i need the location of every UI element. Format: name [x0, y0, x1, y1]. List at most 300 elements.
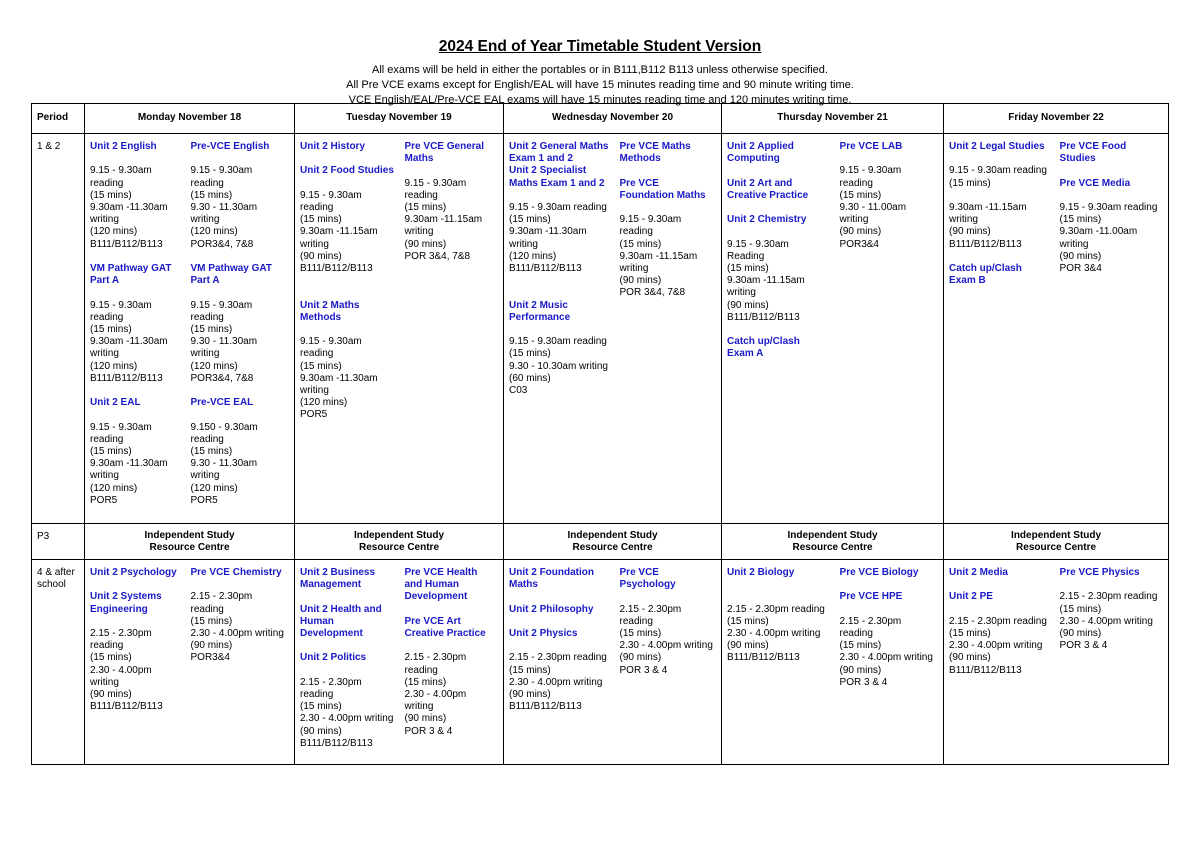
exam-cell — [835, 134, 944, 524]
exam-detail: 9.30am -11.30am — [300, 372, 378, 384]
exam-detail: 2.30 - 4.00pm writing — [300, 713, 394, 725]
exam-cell — [504, 134, 615, 524]
spacer — [509, 275, 612, 287]
exam-detail: (15 mins) — [727, 615, 769, 627]
subject-name: Unit 2 History — [300, 141, 366, 152]
exam-cell — [944, 560, 1055, 765]
study-cell — [295, 524, 504, 560]
exam-detail: (90 mins) — [300, 250, 342, 262]
spacer — [300, 324, 397, 336]
day-header: Wednesday November 20 — [504, 104, 722, 134]
subject-name: Unit 2 Legal Studies — [949, 141, 1045, 152]
exam-detail: 2.30 - 4.00pm writing — [949, 640, 1043, 652]
subject-name: Foundation Maths — [619, 189, 706, 201]
exam-detail: 9.30 - 10.30am writing — [509, 360, 608, 372]
subject-name: Computing — [727, 153, 780, 165]
spacer — [191, 287, 292, 299]
exam-detail: reading — [190, 603, 224, 615]
subject-name: VM Pathway GAT — [190, 263, 272, 274]
exam-detail: (15 mins) — [404, 202, 447, 213]
study-label: Independent Study — [787, 530, 878, 541]
exam-detail: (15 mins) — [509, 664, 551, 676]
exam-detail: POR3&4, 7&8 — [190, 372, 254, 384]
exam-detail: 9.30am -11.30am — [90, 202, 168, 213]
exam-detail: 2.15 - 2.30pm — [839, 615, 902, 627]
exam-detail: (90 mins) — [404, 713, 447, 725]
exam-detail: reading — [619, 226, 653, 238]
exam-detail: B111/B112/B113 — [949, 664, 1022, 676]
subject-name: Maths — [404, 153, 434, 165]
exam-detail: 9.15 - 9.30am — [90, 299, 152, 311]
subject-name: Pre VCE General — [404, 141, 484, 152]
exam-detail: writing — [404, 226, 434, 238]
exam-detail: reading — [300, 348, 334, 360]
subject-name: Unit 2 Health and — [300, 603, 382, 615]
exam-cell — [615, 134, 722, 524]
spacer — [300, 591, 397, 603]
spacer — [620, 591, 719, 603]
exam-cell — [400, 134, 504, 524]
exam-detail: (15 mins) — [300, 360, 342, 372]
study-cell — [85, 524, 295, 560]
subject-name: Pre VCE Health — [404, 567, 478, 578]
exam-detail: reading — [404, 664, 438, 676]
exam-detail: POR3&4 — [839, 238, 879, 250]
subject-name: and Human — [404, 579, 459, 591]
study-cell — [944, 524, 1169, 560]
exam-detail: (90 mins) — [619, 652, 662, 664]
exam-detail: (15 mins) — [90, 446, 132, 457]
study-label: Independent Study — [567, 530, 658, 541]
exam-detail: reading — [300, 688, 334, 700]
period-label: 4 & after school — [32, 560, 85, 765]
exam-detail: 9.15 - 9.30am reading — [509, 202, 607, 213]
exam-detail: 2.15 - 2.30pm — [619, 603, 682, 615]
exam-detail: B111/B112/B113 — [300, 737, 373, 749]
document-header — [0, 38, 1200, 108]
exam-detail: B111/B112/B113 — [509, 701, 582, 713]
exam-detail: 2.15 - 2.30pm reading — [727, 603, 825, 615]
subject-name: Unit 2 General Maths — [509, 141, 609, 152]
subject-name: Exam B — [949, 275, 986, 287]
exam-detail: 2.30 - 4.00pm — [404, 689, 467, 700]
exam-detail: writing — [90, 676, 119, 688]
exam-cell — [85, 134, 186, 524]
exam-cell — [1055, 560, 1169, 765]
subject-name: Management — [300, 579, 362, 591]
exam-detail: 9.15 - 9.30am — [90, 165, 152, 177]
subject-name: Pre VCE — [619, 177, 659, 189]
spacer — [509, 287, 612, 299]
exam-detail: (90 mins) — [404, 238, 447, 250]
exam-detail: (15 mins) — [90, 189, 132, 201]
subject-name: Unit 2 Business — [300, 567, 376, 578]
exam-detail: 9.150 - 9.30am — [190, 421, 258, 433]
exam-detail: 9.15 - 9.30am — [839, 165, 902, 177]
spacer — [509, 640, 612, 652]
exam-detail: POR 3 & 4 — [1059, 640, 1108, 652]
exam-detail: reading — [839, 627, 873, 639]
exam-detail: (15 mins) — [90, 324, 132, 335]
period-label: 1 & 2 — [32, 134, 85, 524]
exam-detail: (15 mins) — [619, 628, 662, 639]
exam-cell — [400, 560, 504, 765]
exam-detail: (90 mins) — [839, 226, 882, 238]
exam-detail: writing — [190, 348, 220, 360]
exam-detail: (90 mins) — [90, 689, 132, 700]
exam-detail: 9.15 - 9.30am — [300, 336, 362, 348]
exam-cell — [615, 560, 722, 765]
exam-detail: 9.30am -11.30am — [509, 226, 587, 238]
timetable — [31, 103, 1169, 765]
subject-name: Unit 2 Philosophy — [509, 603, 594, 615]
subject-name: Engineering — [90, 603, 148, 615]
subject-name: Psychology — [619, 579, 676, 591]
exam-detail: (15 mins) — [509, 214, 551, 226]
spacer — [90, 385, 183, 397]
subject-name: Pre VCE HPE — [839, 591, 903, 603]
exam-detail: POR3&4, 7&8 — [190, 238, 254, 250]
spacer — [191, 251, 292, 263]
subject-name: Pre-VCE EAL — [190, 397, 254, 409]
spacer — [300, 287, 397, 299]
exam-cell — [722, 560, 835, 765]
exam-detail: writing — [727, 287, 756, 299]
exam-cell — [295, 134, 400, 524]
exam-detail: 9.30am -11.30am — [90, 336, 168, 348]
subject-name: Unit 2 Chemistry — [727, 214, 807, 226]
spacer — [1060, 190, 1166, 202]
exam-detail: 2.15 - 2.30pm — [90, 627, 152, 639]
subject-name: Development — [300, 628, 363, 639]
subject-name: Part A — [190, 275, 220, 287]
study-cell — [722, 524, 944, 560]
spacer — [191, 579, 292, 591]
exam-detail: 2.30 - 4.00pm writing — [509, 676, 603, 688]
subject-name: Maths Exam 1 and 2 — [509, 177, 605, 189]
exam-cell — [835, 560, 944, 765]
subject-name: Unit 2 Politics — [300, 652, 367, 664]
exam-detail: 2.30 - 4.00pm writing — [839, 652, 933, 664]
exam-detail: POR 3 & 4 — [619, 664, 668, 676]
subject-name: Unit 2 Biology — [727, 567, 795, 578]
subject-name: Unit 2 English — [90, 141, 157, 152]
spacer — [620, 165, 719, 177]
exam-detail: (15 mins) — [190, 324, 233, 335]
exam-detail: POR 3&4, 7&8 — [619, 287, 686, 299]
exam-detail: reading — [619, 615, 653, 627]
exam-detail: writing — [90, 470, 119, 482]
exam-detail: POR5 — [190, 494, 218, 506]
exam-detail: (90 mins) — [727, 640, 769, 652]
spacer — [840, 153, 941, 165]
exam-detail: 9.30am -11.15am — [619, 250, 698, 262]
subject-name: Pre-VCE English — [190, 141, 270, 152]
exam-detail: reading — [190, 433, 224, 445]
exam-cell — [295, 560, 400, 765]
spacer — [1060, 165, 1166, 177]
exam-detail: B111/B112/B113 — [727, 652, 800, 664]
exam-detail: (120 mins) — [90, 226, 138, 238]
day-header: Thursday November 21 — [722, 104, 944, 134]
exam-detail: reading — [90, 177, 124, 189]
exam-cell — [186, 134, 295, 524]
spacer — [191, 385, 292, 397]
exam-detail: writing — [509, 238, 538, 250]
study-label: Independent Study — [144, 530, 235, 541]
spacer — [300, 665, 397, 677]
table-row — [32, 134, 1169, 524]
exam-cell — [722, 134, 835, 524]
study-location: Resource Centre — [149, 542, 230, 554]
exam-detail: (90 mins) — [300, 725, 342, 737]
exam-detail: (120 mins) — [90, 360, 138, 372]
spacer — [727, 324, 832, 336]
note-line: All exams will be held in either the portables or in B111,B112 B113 unless otherwise specified. — [372, 64, 828, 76]
exam-cell — [1055, 134, 1169, 524]
subject-name: Pre VCE Biology — [839, 567, 919, 578]
subject-name: Unit 2 Maths — [300, 299, 360, 311]
exam-detail: writing — [190, 470, 220, 482]
exam-detail: reading — [190, 177, 224, 189]
exam-detail: 9.15 - 9.30am — [727, 238, 789, 250]
subject-name: Pre VCE Art — [404, 615, 461, 627]
spacer — [90, 153, 183, 165]
exam-detail: 9.30 - 11.30am — [190, 458, 258, 470]
table-row — [32, 524, 1169, 560]
exam-detail: (90 mins) — [949, 226, 991, 238]
exam-detail: POR 3 & 4 — [404, 725, 453, 737]
note-line: All Pre VCE exams except for English/EAL will have 15 minutes reading time and 90 minute writing time. — [346, 79, 854, 91]
exam-detail: writing — [839, 214, 869, 226]
spacer — [90, 409, 183, 421]
spacer — [191, 153, 292, 165]
study-location: Resource Centre — [358, 542, 440, 554]
exam-detail: POR5 — [300, 409, 328, 421]
exam-detail: 9.15 - 9.30am reading — [509, 336, 607, 348]
exam-detail: 9.30am -11.15am — [404, 214, 483, 226]
exam-detail: (90 mins) — [1059, 628, 1102, 639]
spacer — [90, 616, 183, 628]
exam-detail: 2.15 - 2.30pm reading — [1059, 591, 1158, 603]
exam-detail: (90 mins) — [839, 664, 882, 676]
exam-detail: (15 mins) — [949, 627, 991, 639]
spacer — [509, 616, 612, 628]
exam-detail: (120 mins) — [190, 360, 238, 372]
spacer — [509, 324, 612, 336]
exam-detail: 2.15 - 2.30pm reading — [509, 652, 607, 664]
exam-detail: (15 mins) — [727, 262, 769, 274]
exam-detail: (15 mins) — [509, 348, 551, 360]
exam-detail: B111/B112/B113 — [90, 238, 163, 250]
table-row — [32, 560, 1169, 765]
exam-detail: 9.15 - 9.30am — [190, 299, 253, 311]
note-line: VCE English/EAL/Pre-VCE EAL exams will have 15 minutes reading time and 120 minutes writing time. — [348, 94, 852, 106]
spacer — [727, 202, 832, 214]
exam-detail: writing — [619, 263, 649, 274]
exam-detail: (15 mins) — [619, 238, 662, 250]
study-label: Independent Study — [354, 530, 444, 541]
exam-detail: 9.30am -11.30am — [90, 458, 168, 470]
exam-detail: reading — [404, 189, 438, 201]
exam-detail: (15 mins) — [1059, 214, 1102, 226]
exam-detail: 2.30 - 4.00pm writing — [727, 627, 821, 639]
spacer — [90, 287, 183, 299]
exam-detail: writing — [300, 384, 329, 396]
exam-detail: 9.30 - 11.30am — [190, 202, 258, 213]
exam-detail: 9.15 - 9.30am reading — [1059, 201, 1158, 213]
subject-name: Unit 2 Psychology — [90, 567, 177, 578]
exam-detail: 9.30am -11.15am — [949, 201, 1027, 213]
subject-name: Creative Practice — [727, 189, 809, 201]
subject-name: Maths — [509, 579, 538, 591]
exam-detail: POR 3&4 — [1059, 263, 1102, 274]
exam-detail: reading — [190, 311, 224, 323]
subject-name: Performance — [509, 311, 571, 323]
spacer — [840, 579, 941, 591]
exam-detail: POR3&4 — [190, 652, 230, 664]
exam-detail: (120 mins) — [190, 226, 238, 238]
subject-name: Exam A — [727, 348, 764, 360]
exam-cell — [186, 560, 295, 765]
subject-name: Unit 2 Physics — [509, 627, 578, 639]
spacer — [727, 226, 832, 238]
exam-detail: B111/B112/B113 — [509, 263, 582, 275]
day-header: Tuesday November 19 — [295, 104, 504, 134]
subject-name: Creative Practice — [404, 628, 486, 639]
subject-name: Part A — [90, 275, 120, 287]
exam-detail: writing — [90, 214, 119, 226]
exam-detail: 9.30am -11.15am — [300, 226, 378, 238]
exam-detail: (90 mins) — [949, 652, 991, 664]
subject-name: Exam 1 and 2 — [509, 153, 573, 165]
spacer — [727, 579, 832, 591]
exam-detail: 9.15 - 9.30am — [300, 189, 362, 201]
period-header: Period — [32, 104, 85, 134]
subject-name: Unit 2 Foundation — [509, 567, 595, 578]
subject-name: Unit 2 Applied — [727, 141, 794, 152]
exam-detail: 9.30 - 11.30am — [190, 336, 258, 348]
exam-detail: (15 mins) — [190, 189, 233, 201]
exam-cell — [944, 134, 1055, 524]
subject-name: Unit 2 Art and — [727, 177, 793, 189]
subject-name: Unit 2 Systems — [90, 591, 162, 603]
exam-detail: POR 3 & 4 — [839, 676, 888, 688]
exam-detail: (15 mins) — [839, 189, 882, 201]
study-location: Resource Centre — [792, 542, 873, 554]
spacer — [300, 178, 397, 190]
study-cell — [504, 524, 722, 560]
spacer — [509, 190, 612, 202]
exam-detail: (120 mins) — [90, 482, 138, 494]
spacer — [727, 591, 832, 603]
exam-detail: (60 mins) — [509, 372, 551, 384]
exam-detail: 2.15 - 2.30pm reading — [949, 615, 1047, 627]
spacer — [90, 251, 183, 263]
exam-detail: 9.30am -11.15am — [727, 275, 805, 287]
exam-detail: (15 mins) — [300, 701, 342, 713]
subject-name: Catch up/Clash — [727, 336, 800, 348]
exam-detail: writing — [190, 214, 220, 226]
exam-detail: (15 mins) — [190, 615, 233, 627]
exam-detail: writing — [404, 701, 434, 713]
exam-detail: (15 mins) — [190, 446, 233, 457]
exam-detail: (90 mins) — [1059, 250, 1102, 262]
exam-detail: 9.15 - 9.30am — [404, 177, 467, 189]
exam-detail: (15 mins) — [300, 214, 342, 226]
exam-detail: 9.15 - 9.30am — [90, 421, 152, 433]
spacer — [949, 190, 1052, 202]
exam-detail: writing — [1059, 238, 1089, 250]
subject-name: Development — [404, 591, 468, 603]
exam-detail: writing — [300, 238, 329, 250]
subject-name: Unit 2 EAL — [90, 397, 141, 409]
spacer — [949, 153, 1052, 165]
exam-detail: Reading — [727, 250, 765, 262]
exam-detail: 9.15 - 9.30am reading — [949, 165, 1047, 177]
exam-detail: 9.15 - 9.30am — [619, 214, 682, 226]
subject-name: Pre VCE Food — [1059, 141, 1127, 152]
exam-detail: B111/B112/B113 — [90, 701, 163, 713]
exam-detail: (90 mins) — [509, 688, 551, 700]
spacer — [1060, 579, 1166, 591]
exam-detail: 9.30am -11.00am — [1059, 226, 1138, 238]
subject-name: VM Pathway GAT — [90, 263, 172, 274]
exam-detail: 9.30 - 11.00am — [839, 202, 907, 213]
subject-name: Methods — [619, 153, 661, 165]
exam-detail: (120 mins) — [190, 482, 238, 494]
subject-name: Human — [300, 615, 334, 627]
exam-detail: (15 mins) — [949, 177, 991, 189]
exam-detail: B111/B112/B113 — [300, 263, 373, 274]
exam-detail: reading — [839, 177, 873, 189]
subject-name: Methods — [300, 311, 342, 323]
spacer — [949, 251, 1052, 263]
period-label: P3 — [32, 524, 85, 560]
day-header: Friday November 22 — [944, 104, 1169, 134]
document-title: 2024 End of Year Timetable Student Version — [438, 38, 762, 55]
exam-detail: reading — [90, 640, 124, 652]
exam-detail: (15 mins) — [404, 676, 447, 688]
subject-name: Unit 2 PE — [949, 591, 993, 603]
spacer — [405, 165, 501, 177]
exam-detail: (120 mins) — [300, 397, 348, 409]
exam-detail: C03 — [509, 385, 528, 396]
subject-name: Unit 2 Food Studies — [300, 165, 394, 177]
header-row — [32, 104, 1169, 134]
subject-name: Pre VCE LAB — [839, 141, 903, 152]
spacer — [300, 153, 397, 165]
exam-detail: 9.15 - 9.30am — [190, 165, 253, 177]
subject-name: Unit 2 Specialist — [509, 165, 587, 177]
subject-name: Catch up/Clash — [949, 262, 1022, 274]
study-location: Resource Centre — [572, 542, 653, 554]
exam-detail: POR 3&4, 7&8 — [404, 250, 471, 262]
exam-detail: writing — [949, 214, 978, 226]
spacer — [949, 604, 1052, 616]
subject-name: Pre VCE Media — [1059, 177, 1131, 189]
spacer — [90, 579, 183, 591]
spacer — [840, 604, 941, 616]
exam-detail: 2.15 - 2.30pm — [300, 676, 362, 688]
study-location: Resource Centre — [1016, 542, 1097, 554]
spacer — [191, 409, 292, 421]
exam-detail: 2.15 - 2.30pm — [190, 591, 253, 603]
spacer — [620, 202, 719, 214]
exam-detail: B111/B112/B113 — [949, 238, 1022, 250]
subject-name: Pre VCE — [619, 567, 659, 578]
subject-name: Unit 2 Media — [949, 567, 1008, 578]
